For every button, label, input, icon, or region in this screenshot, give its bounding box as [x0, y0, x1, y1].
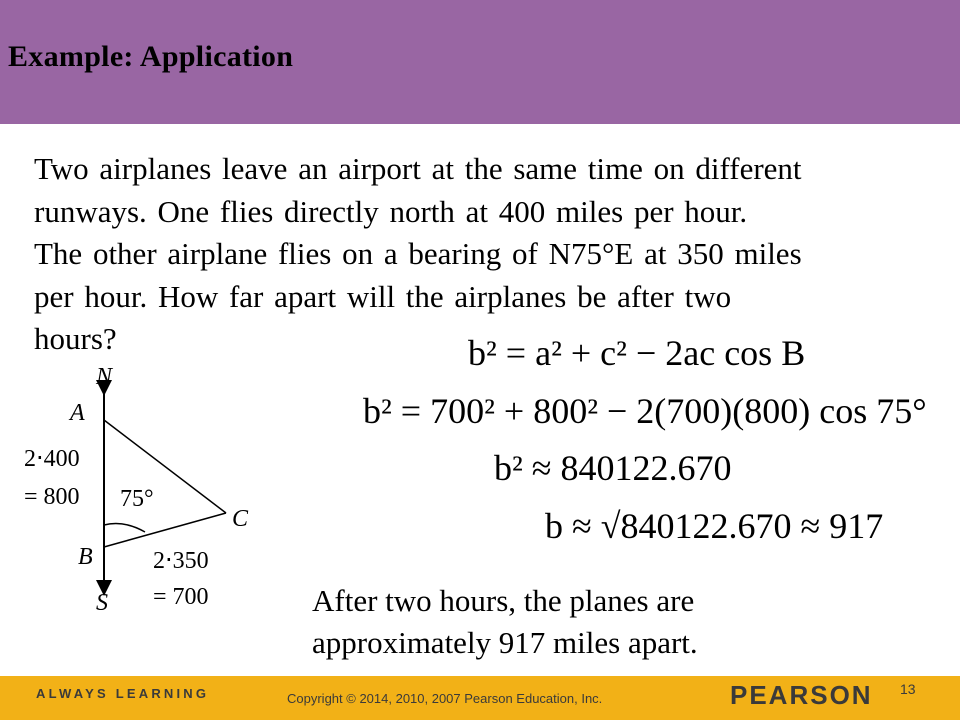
problem-line: hours? [34, 321, 117, 356]
slide-title: Example: Application [8, 40, 294, 73]
conclusion-line: After two hours, the planes are [312, 583, 695, 618]
side-bc [104, 513, 226, 547]
law-of-cosines-equation: b² = a² + c² − 2ac cos B [468, 333, 806, 373]
side-a-value: = 700 [153, 584, 209, 610]
problem-statement [34, 148, 934, 361]
substitution-equation: b² = 700² + 800² − 2(700)(800) cos 75° [363, 391, 927, 431]
side-c-length: 2⋅400 [24, 446, 80, 472]
triangle-diagram [0, 360, 260, 620]
pearson-logo: PEARSON [730, 680, 873, 710]
title-bar [0, 0, 960, 124]
footer-bar [0, 676, 960, 720]
always-learning-tagline: ALWAYS LEARNING [36, 686, 210, 701]
problem-line: per hour. How far apart will the airplanes be after two [34, 278, 732, 314]
angle-label: 75° [120, 486, 154, 512]
point-c-label: C [232, 506, 249, 532]
south-label: S [96, 590, 108, 616]
point-a-label: A [70, 400, 85, 426]
conclusion-line: approximately 917 miles apart. [312, 625, 698, 660]
page-number: 13 [900, 681, 916, 697]
angle-arc [104, 524, 145, 532]
problem-line: The other airplane flies on a bearing of N75°E at 350 miles [34, 236, 802, 271]
problem-line: Two airplanes leave an airport at the same time on different [34, 151, 802, 186]
approximation-equation: b² ≈ 840122.670 [494, 448, 732, 488]
result-equation: b ≈ √840122.670 ≈ 917 [545, 506, 884, 546]
side-a-length: 2⋅350 [153, 548, 209, 574]
problem-line: runways. One flies directly north at 400 miles per hour. [34, 193, 748, 229]
point-b-label: B [78, 544, 93, 570]
side-c-value: = 800 [24, 484, 80, 510]
copyright-text: Copyright © 2014, 2010, 2007 Pearson Education, Inc. [287, 691, 603, 706]
conclusion-text [312, 580, 698, 664]
north-label: N [96, 364, 113, 390]
